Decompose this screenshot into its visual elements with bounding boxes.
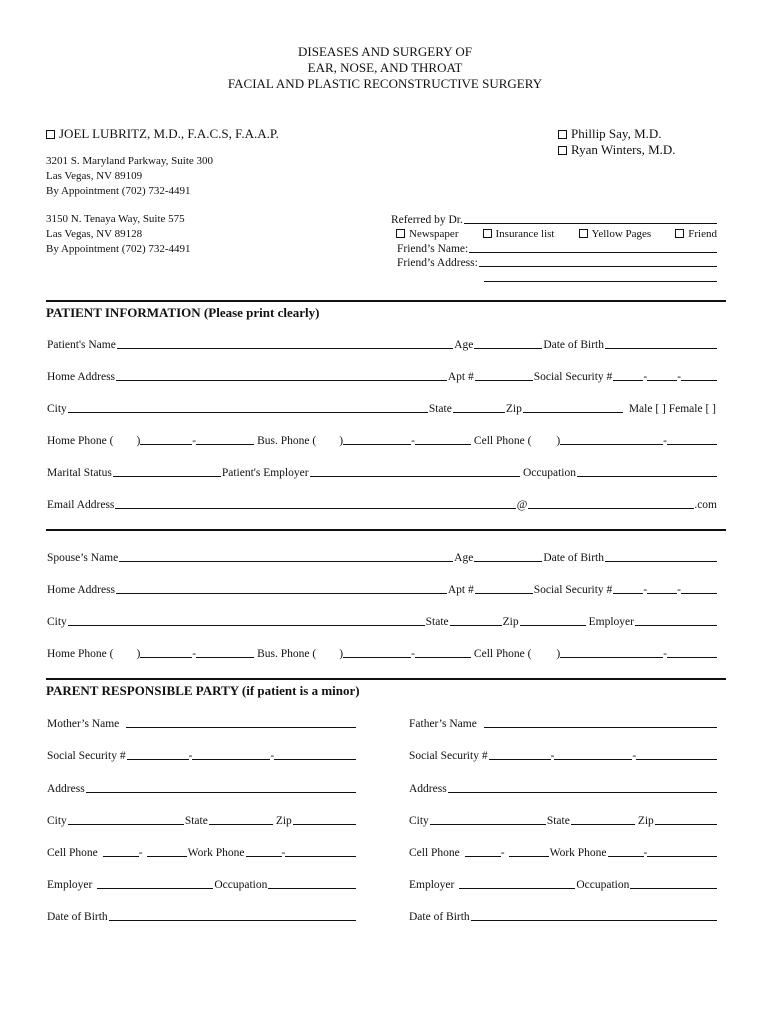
friend-address-field-2[interactable] (484, 271, 717, 282)
checkbox-icon (396, 229, 405, 238)
spouse-cell-area[interactable] (532, 647, 556, 658)
spouse-dob-field[interactable] (605, 550, 717, 562)
patient-section-title: PATIENT INFORMATION (Please print clearly) (46, 305, 320, 320)
mother-employer-field[interactable] (97, 877, 213, 889)
mother-dob-row: Date of Birth (46, 909, 356, 923)
patient-home-area[interactable] (114, 434, 136, 445)
father-cell-2[interactable] (509, 845, 549, 857)
doctor-others (558, 126, 676, 158)
spouse-ssn-1[interactable] (613, 582, 643, 594)
friend-address-row (396, 255, 717, 269)
parent-section-title: PARENT RESPONSIBLE PARTY (if patient is a minor) (46, 683, 360, 698)
referral-yellow-pages[interactable]: Yellow Pages (579, 227, 652, 242)
referral-options (396, 227, 717, 242)
patient-address-row: Home Address Apt # Social Security # - - (46, 369, 717, 383)
checkbox-icon (579, 229, 588, 238)
patient-bus-phone-2[interactable] (415, 433, 471, 445)
office-tenaya (46, 212, 191, 257)
office-phone: By Appointment (702) 732-4491 (46, 243, 191, 255)
patient-email-domain-field[interactable] (528, 497, 694, 509)
office-city: Las Vegas, NV 89128 (46, 228, 143, 240)
patient-cell-phone-1[interactable] (560, 433, 663, 445)
mother-ssn-2[interactable] (192, 748, 270, 760)
referral-newspaper[interactable]: Newspaper (396, 227, 458, 242)
mother-occupation-field[interactable] (268, 877, 356, 889)
patient-zip-field[interactable] (523, 401, 623, 413)
patient-apt-field[interactable] (475, 369, 533, 381)
mother-employer-row: Employer Occupation (46, 877, 356, 891)
doctor-say-label: Phillip Say, M.D. (571, 126, 662, 141)
spouse-bus-phone-1[interactable] (343, 646, 411, 658)
spouse-phone-row: Home Phone ( ) - Bus. Phone ( ) - Cell Phone ( ) - (46, 646, 717, 660)
section-divider (46, 678, 726, 680)
spouse-cell-phone-1[interactable] (560, 646, 663, 658)
patient-employment-row: Marital Status Patient's Employer Occupation (46, 465, 717, 479)
spouse-zip-field[interactable] (520, 614, 586, 626)
mother-ssn-row: Social Security # - - (46, 748, 356, 762)
father-employer-field[interactable] (459, 877, 575, 889)
patient-marital-field[interactable] (113, 465, 221, 477)
mother-zip-field[interactable] (293, 813, 356, 825)
doctor-winters-label: Ryan Winters, M.D. (571, 142, 676, 157)
father-address-row: Address (408, 781, 717, 795)
doctor-primary-checkbox[interactable] (46, 130, 55, 139)
father-employer-row: Employer Occupation (408, 877, 717, 891)
friend-address-label: Friend’s Address: (397, 257, 478, 269)
patient-state-field[interactable] (453, 401, 505, 413)
father-state-field[interactable] (571, 813, 635, 825)
referred-by-field[interactable] (464, 213, 717, 224)
mother-dob-field[interactable] (109, 909, 356, 921)
mother-phone-row: Cell Phone - Work Phone - (46, 845, 356, 859)
patient-email-user-field[interactable] (115, 497, 515, 509)
mother-city-row: City State Zip (46, 813, 356, 827)
father-ssn-row: Social Security # - - (408, 748, 717, 762)
father-work-1[interactable] (608, 845, 644, 857)
doctor-say (558, 126, 676, 142)
spouse-name-row: Spouse’s Name Age Date of Birth (46, 550, 717, 564)
doctor-winters (558, 142, 676, 158)
friend-name-row (396, 241, 717, 255)
section-divider (46, 300, 726, 302)
mother-name-field[interactable] (126, 716, 356, 728)
header-line-3: FACIAL AND PLASTIC RECONSTRUCTIVE SURGERY (227, 76, 543, 91)
mother-address-field[interactable] (86, 781, 356, 793)
father-name-row: Father’s Name (408, 716, 717, 730)
father-address-field[interactable] (448, 781, 717, 793)
patient-dob-field[interactable] (605, 337, 717, 349)
patient-address-field[interactable] (116, 369, 447, 381)
patient-bus-phone-1[interactable] (343, 433, 411, 445)
doctor-primary (46, 126, 279, 142)
checkbox-icon (675, 229, 684, 238)
patient-bus-area[interactable] (317, 434, 339, 445)
father-name-field[interactable] (484, 716, 717, 728)
mother-work-2[interactable] (285, 845, 356, 857)
spouse-bus-area[interactable] (317, 647, 339, 658)
mother-cell-2[interactable] (147, 845, 187, 857)
father-ssn-1[interactable] (489, 748, 551, 760)
father-dob-row: Date of Birth (408, 909, 717, 923)
patient-phone-row: Home Phone ( ) - Bus. Phone ( ) - Cell Phone ( ) - (46, 433, 717, 447)
father-city-row: City State Zip (408, 813, 717, 827)
doctor-winters-checkbox[interactable] (558, 146, 567, 155)
spouse-cell-phone-2[interactable] (667, 646, 717, 658)
mother-name-row: Mother’s Name (46, 716, 356, 730)
referral-friend[interactable]: Friend (675, 227, 717, 242)
patient-ssn-3[interactable] (681, 369, 717, 381)
patient-cell-phone-2[interactable] (667, 433, 717, 445)
spouse-city-field[interactable] (68, 614, 425, 626)
mother-ssn-1[interactable] (127, 748, 189, 760)
patient-email-row: Email Address @ .com (47, 499, 717, 511)
office-street: 3201 S. Maryland Parkway, Suite 300 (46, 155, 214, 167)
father-city-field[interactable] (430, 813, 546, 825)
spouse-apt-field[interactable] (475, 582, 533, 594)
header-line-2: EAR, NOSE, AND THROAT (307, 60, 463, 75)
patient-cell-area[interactable] (532, 434, 556, 445)
spouse-home-phone-1[interactable] (140, 646, 192, 658)
office-maryland (46, 154, 213, 199)
friend-name-field[interactable] (469, 242, 717, 253)
father-phone-row: Cell Phone - Work Phone - (408, 845, 717, 859)
father-cell-1[interactable] (465, 845, 501, 857)
spouse-ssn-3[interactable] (681, 582, 717, 594)
mother-cell-1[interactable] (103, 845, 139, 857)
patient-city-row: City State Zip Male [ ] Female [ ] (47, 403, 716, 415)
patient-ssn-1[interactable] (613, 369, 643, 381)
patient-home-phone-1[interactable] (140, 433, 192, 445)
patient-employer-field[interactable] (310, 465, 520, 477)
form-header (0, 44, 770, 92)
patient-city-field[interactable] (68, 401, 428, 413)
referral-insurance-list[interactable]: Insurance list (483, 227, 555, 242)
father-ssn-3[interactable] (636, 748, 717, 760)
mother-city-field[interactable] (68, 813, 184, 825)
friend-name-label: Friend’s Name: (397, 243, 469, 255)
spouse-home-phone-2[interactable] (196, 646, 254, 658)
office-phone: By Appointment (702) 732-4491 (46, 185, 191, 197)
patient-name-field[interactable] (117, 337, 453, 349)
spouse-name-field[interactable] (119, 550, 453, 562)
patient-ssn-2[interactable] (647, 369, 677, 381)
office-street: 3150 N. Tenaya Way, Suite 575 (46, 213, 185, 225)
referred-by-row (390, 212, 717, 226)
friend-address-field[interactable] (479, 256, 717, 267)
mother-state-field[interactable] (209, 813, 273, 825)
spouse-city-row: City State Zip Employer (46, 614, 717, 628)
patient-occupation-field[interactable] (577, 465, 717, 477)
doctor-primary-label: JOEL LUBRITZ, M.D., F.A.C.S, F.A.A.P. (59, 126, 279, 141)
header-line-1: DISEASES AND SURGERY OF (298, 44, 472, 59)
father-zip-field[interactable] (655, 813, 717, 825)
mother-work-1[interactable] (246, 845, 282, 857)
spouse-bus-phone-2[interactable] (415, 646, 471, 658)
mother-ssn-3[interactable] (274, 748, 356, 760)
office-city: Las Vegas, NV 89109 (46, 170, 143, 182)
father-dob-field[interactable] (471, 909, 717, 921)
referred-by-label: Referred by Dr. (391, 214, 463, 226)
doctor-say-checkbox[interactable] (558, 130, 567, 139)
spouse-state-field[interactable] (450, 614, 502, 626)
patient-name-row: Patient's Name Age Date of Birth (46, 337, 717, 351)
mother-address-row: Address (46, 781, 356, 795)
friend-address-line2-row (484, 270, 717, 284)
checkbox-icon (483, 229, 492, 238)
patient-sex-options[interactable]: Male [ ] Female [ ] (628, 403, 716, 415)
patient-home-phone-2[interactable] (196, 433, 254, 445)
spouse-home-area[interactable] (114, 647, 136, 658)
spouse-address-row: Home Address Apt # Social Security # - - (46, 582, 717, 596)
spouse-employer-field[interactable] (635, 614, 717, 626)
spouse-ssn-2[interactable] (647, 582, 677, 594)
father-occupation-field[interactable] (630, 877, 717, 889)
father-ssn-2[interactable] (554, 748, 632, 760)
spouse-address-field[interactable] (116, 582, 447, 594)
patient-age-field[interactable] (474, 337, 542, 349)
section-divider (46, 529, 726, 531)
spouse-age-field[interactable] (474, 550, 542, 562)
father-work-2[interactable] (647, 845, 717, 857)
